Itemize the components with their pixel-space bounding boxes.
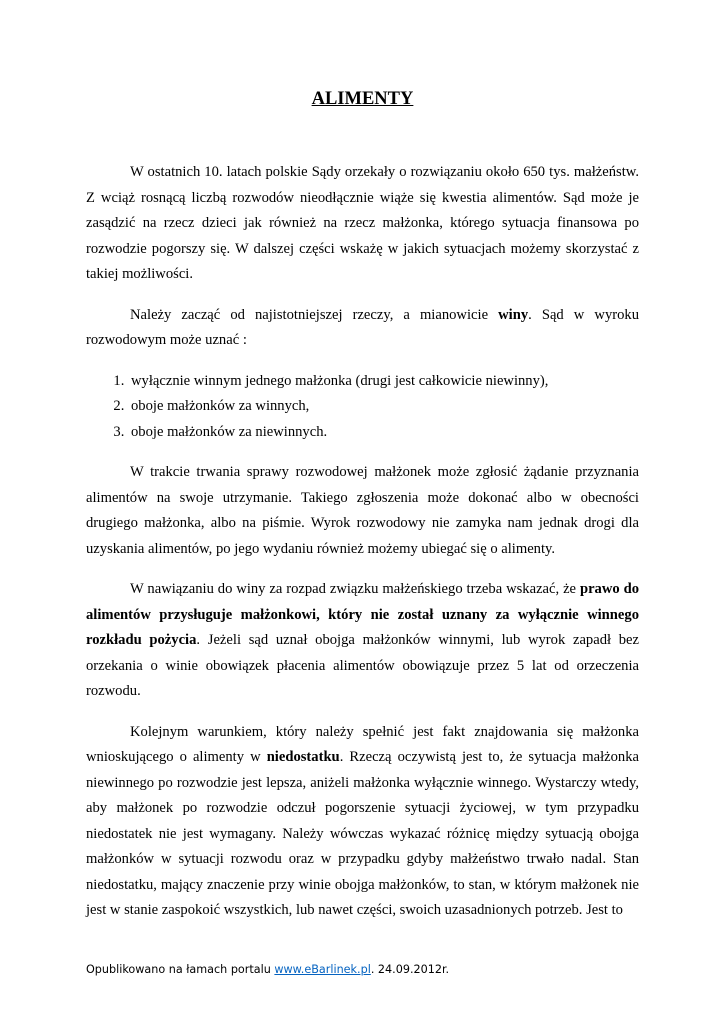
paragraph-4-bold: prawo do alimentów przysługuje małżonkowi, który nie został uznany za wyłącznie winnego rozkładu pożycia xyxy=(86,581,640,648)
paragraph-5-text-start: Kolejnym warunkiem, który należy spełnić jest fakt znajdowania się małżonka wnioskującego o alimenty w xyxy=(86,723,639,765)
paragraph-2 xyxy=(86,303,639,354)
paragraph-2-bold: winy xyxy=(498,306,529,323)
list-item: 3. oboje małżonków za niewinnych. xyxy=(128,420,639,446)
paragraph-2-text-end: . Sąd w wyroku rozwodowym może uznać : xyxy=(86,306,639,348)
paragraph-5-bold: niedostatku xyxy=(266,749,340,765)
document-title: ALIMENTY xyxy=(311,89,414,109)
paragraph-4 xyxy=(86,577,639,705)
paragraph-5-text-end: . Rzeczą oczywistą jest to, że sytuacja małżonka niewinnego po rozwodzie jest lepsza, aniżeli małżonka wyłącznie winnego. Wystarczy wtedy, aby małżonek po rozwodzie odczuł pogorszenie sytuacji życiowej, w tym przypadku niedostatek nie jest wymagany. Należy wówczas wykazać różnicę między sytuacją obojga małżonków w sytuacji rozwodu oraz w przypadku gdyby małżeństwo trwało nadal. Stan niedostatku, mający znaczenie przy winie obojga małżonków, to stan, w którym małżonek nie jest w stanie zaspokoić wszystkich, lub nawet części, swoich uzasadnionych potrzeb. Jest to xyxy=(86,749,639,918)
document-body xyxy=(86,88,639,939)
list-item: 2. oboje małżonków za winnych, xyxy=(128,394,639,420)
page-footer xyxy=(86,962,449,978)
paragraph-2-text-start: Należy zacząć od najistotniejszej rzeczy, a mianowicie xyxy=(130,306,499,323)
paragraph-3: W trakcie trwania sprawy rozwodowej małżonek może zgłosić żądanie przyznania alimentów na swoje utrzymanie. Takiego zgłoszenia może dokonać albo w obecności drugiego małżonka, albo na piśmie. Wyrok rozwodowy nie zamyka nam jednak drogi dla uzyskania alimentów, po jego wydaniu również możemy ubiegać się o alimenty. xyxy=(86,464,639,557)
list-item: 1. wyłącznie winnym jednego małżonka (drugi jest całkowicie niewinny), xyxy=(128,369,639,395)
paragraph-1: W ostatnich 10. latach polskie Sądy orzekały o rozwiązaniu około 650 tys. małżeństw. Z wciąż rosnącą liczbą rozwodów nieodłącznie wiąże się kwestia alimentów. Sąd może je zasądzić na rzecz dzieci jak również na rzecz małżonka, którego sytuacja finansowa po rozwodzie pogorszy się. W dalszej części wskażę w jakich sytuacjach możemy skorzystać z takiej możliwości. xyxy=(86,164,639,282)
paragraph-5 xyxy=(86,720,639,924)
paragraph-4-text-start: W nawiązaniu do winy za rozpad związku małżeńskiego trzeba wskazać, że xyxy=(130,581,580,597)
verdict-list xyxy=(86,369,639,446)
footer-prefix: Opublikowano na łamach portalu xyxy=(86,963,275,976)
paragraph-4-text-end: . Jeżeli sąd uznał obojga małżonków winnymi, lub wyrok zapadł bez orzekania o winie obowiązek płacenia alimentów obowiązuje przez 5 lat od orzeczenia rozwodu. xyxy=(86,632,640,699)
footer-suffix: . 24.09.2012r. xyxy=(370,963,450,976)
portal-link[interactable]: www.eBarlinek.pl xyxy=(274,963,371,976)
